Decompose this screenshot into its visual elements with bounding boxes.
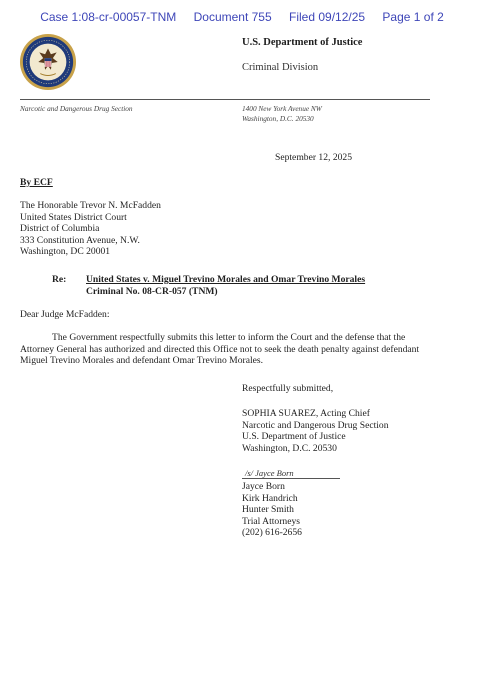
office-address-line2: Washington, D.C. 20530 [242,114,314,123]
salutation: Dear Judge McFadden: [20,309,110,320]
signatory-line: SOPHIA SUAREZ, Acting Chief [242,408,370,419]
attorney-phone: (202) 616-2656 [242,527,302,539]
attorney-line: Kirk Handrich [242,492,298,504]
signatory-line: U.S. Department of Justice [242,431,346,443]
attorney-line: Trial Attorneys [242,515,301,527]
ecf-filing-header [0,10,484,24]
addressee-line: District of Columbia [20,223,100,235]
letterhead-divider [20,99,430,100]
department-name: U.S. Department of Justice [242,37,363,48]
division-name: Criminal Division [242,62,319,73]
addressee-line: Washington, DC 20001 [20,246,111,258]
ecf-case-number: Case 1:08-cr-00057-TNM [40,10,177,24]
re-case-caption: United States v. Miguel Trevino Morales and Omar Trevino Morales [86,274,366,285]
re-case-number: Criminal No. 08-CR-057 (TNM) [86,286,218,297]
signatory-line: Washington, D.C. 20530 [242,442,337,454]
ecf-document-number: Document 755 [193,10,272,24]
re-label: Re: [52,274,67,285]
attorneys-block [242,481,302,539]
ecf-page-number: Page 1 of 2 [382,10,444,24]
closing: Respectfully submitted, [242,383,334,394]
ecf-filed-date: Filed 09/12/25 [289,10,366,24]
section-name: Narcotic and Dangerous Drug Section [20,104,133,113]
addressee-line: United States District Court [20,211,127,223]
attorney-line: Hunter Smith [242,504,294,516]
signatory-block [242,408,389,454]
delivery-method: By ECF [20,177,53,188]
doj-seal-icon [19,33,77,91]
attorney-line: Jayce Born [242,481,285,492]
office-address-line1: 1400 New York Avenue NW [242,104,322,113]
electronic-signature: /s/ Jayce Born [242,468,340,479]
addressee-block [20,200,161,258]
addressee-line: 333 Constitution Avenue, N.W. [20,234,140,246]
signatory-line: Narcotic and Dangerous Drug Section [242,419,389,431]
letter-date: September 12, 2025 [275,152,353,163]
addressee-line: The Honorable Trevor N. McFadden [20,200,161,211]
body-paragraph: The Government respectfully submits this letter to inform the Court and the defense that the Attorney General has authorized and directed this Office not to seek the death penalty against defendant Miguel Trevino Morales and defendant Omar Trevino Morales. [20,332,420,367]
